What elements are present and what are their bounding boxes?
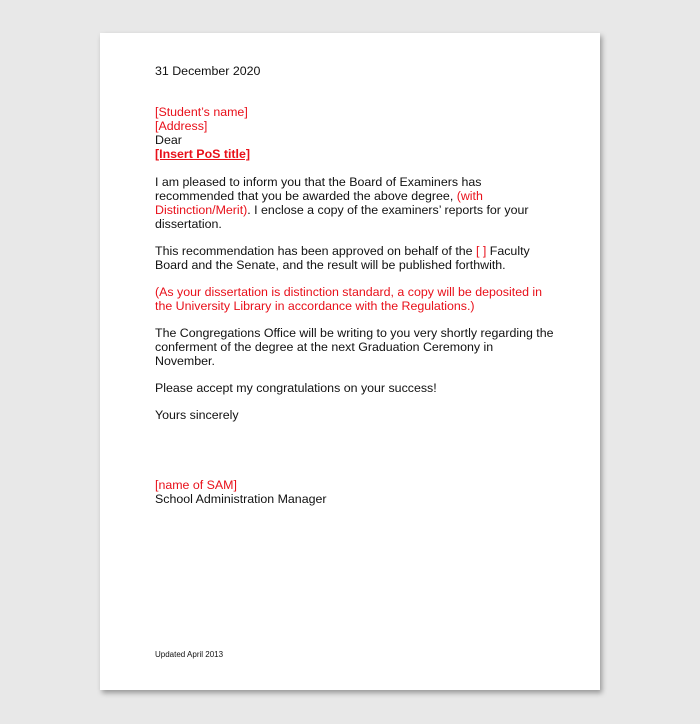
letter-date: 31 December 2020 bbox=[155, 64, 261, 78]
signature-block bbox=[155, 478, 555, 506]
signatory-name: [name of SAM] bbox=[155, 478, 237, 492]
paragraph-award bbox=[155, 175, 555, 231]
faculty-placeholder: [ ] bbox=[476, 244, 487, 258]
footer-updated: Updated April 2013 bbox=[155, 650, 224, 659]
letter-body bbox=[155, 64, 555, 506]
recipient-block bbox=[155, 105, 555, 133]
distinction-placeholder: (with Distinction/Merit) bbox=[155, 189, 483, 217]
pos-title: [Insert PoS title] bbox=[155, 147, 251, 161]
paragraph-congregations: The Congregations Office will be writing to you very shortly regarding the conferment of the degree at the next Graduation Ceremony in November. bbox=[155, 326, 554, 368]
recipient-address: [Address] bbox=[155, 119, 208, 133]
letter-page bbox=[100, 33, 600, 690]
paragraph-congratulations: Please accept my congratulations on your success! bbox=[155, 381, 437, 395]
closing: Yours sincerely bbox=[155, 408, 239, 422]
paragraph-approval-text-b: Faculty Board and the Senate, and the result will be published forthwith. bbox=[155, 244, 530, 272]
recipient-name: [Student’s name] bbox=[155, 105, 248, 119]
paragraph-approval bbox=[155, 244, 555, 272]
paragraph-award-text-b: . I enclose a copy of the examiners’ reports for your dissertation. bbox=[155, 203, 529, 231]
paragraph-award-text-a: I am pleased to inform you that the Board of Examiners has recommended that you be awarded the above degree, bbox=[155, 175, 482, 203]
signatory-title: School Administration Manager bbox=[155, 492, 327, 506]
paragraph-approval-text-a: This recommendation has been approved on behalf of the bbox=[155, 244, 476, 258]
paragraph-library: (As your dissertation is distinction standard, a copy will be deposited in the University Library in accordance with the Regulations.) bbox=[155, 285, 543, 313]
salutation: Dear bbox=[155, 133, 182, 147]
